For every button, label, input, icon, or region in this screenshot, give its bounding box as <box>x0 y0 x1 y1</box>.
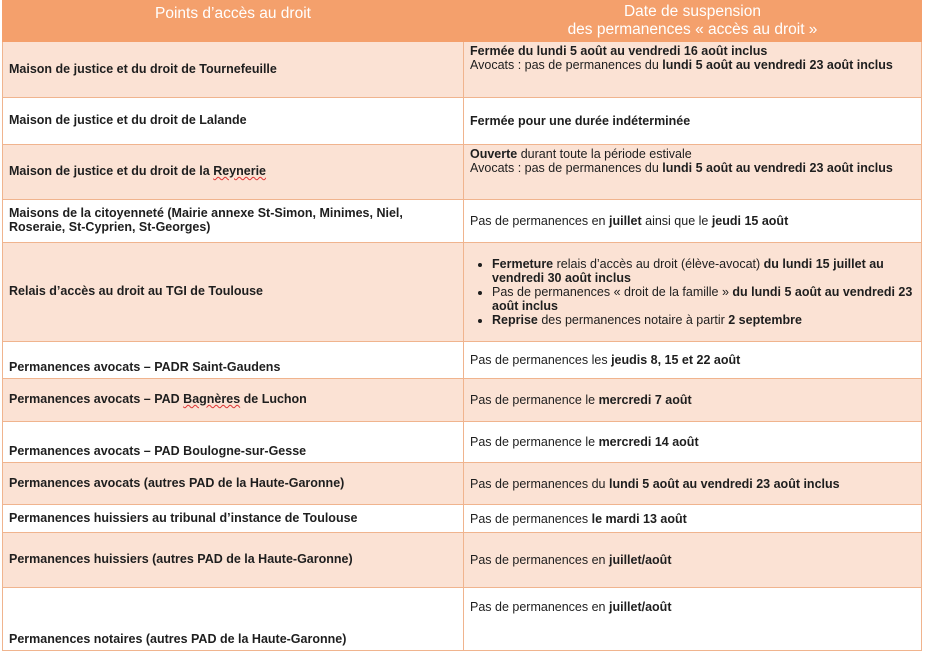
bold-text: juillet/août <box>608 553 672 567</box>
table-row <box>3 463 922 505</box>
suspension-dates <box>464 42 922 98</box>
text: Permanences avocats – PAD <box>9 392 184 406</box>
bold-text: 2 septembre <box>728 313 802 327</box>
suspension-dates <box>464 505 922 533</box>
list-item <box>492 313 915 327</box>
access-point: Relais d’accès au droit au TGI de Toulouse <box>3 243 464 342</box>
suspension-dates <box>464 588 922 651</box>
access-point: Maison de justice et du droit de Tournefeuille <box>3 42 464 98</box>
bold-text: juillet <box>608 214 642 228</box>
access-point: Maison de justice et du droit de Lalande <box>3 98 464 145</box>
suspension-dates <box>464 98 922 145</box>
text: Avocats : pas de permanences du <box>470 161 663 175</box>
access-point: Maisons de la citoyenneté (Mairie annexe St-Simon, Minimes, Niel, Roseraie, St-Cyprien, St-Georges) <box>3 200 464 243</box>
bold-text: Fermée pour une durée indéterminée <box>470 114 691 128</box>
bold-text: Fermeture <box>492 257 554 271</box>
suspension-dates <box>464 533 922 588</box>
text: Pas de permanences en <box>470 553 609 567</box>
header-date-line2: des permanences « accès au droit » <box>567 21 818 38</box>
bold-text: jeudis 8, 15 et 22 août <box>611 353 741 367</box>
table-row <box>3 98 922 145</box>
bold-text: le mardi 13 août <box>591 511 687 526</box>
text: Pas de permanences en <box>470 600 609 614</box>
suspension-list <box>470 257 915 327</box>
suspension-dates <box>464 342 922 379</box>
bold-text: du lundi 15 juillet au vendredi 30 août inclus <box>492 257 884 285</box>
bold-text: lundi 5 août au vendredi 23 août inclus <box>608 476 840 491</box>
bold-text: Reprise <box>492 313 538 327</box>
header-row <box>3 1 922 42</box>
suspension-dates <box>464 243 922 342</box>
bold-text: mercredi 7 août <box>598 393 692 407</box>
text: de Luchon <box>240 392 307 406</box>
table-row <box>3 42 922 98</box>
suspension-dates <box>464 463 922 505</box>
text: Pas de permanences en <box>470 214 609 228</box>
header-date-suspension <box>464 1 922 42</box>
table-row <box>3 379 922 422</box>
text: Avocats : pas de permanences du <box>470 58 663 72</box>
access-point: Permanences huissiers (autres PAD de la Haute-Garonne) <box>3 533 464 588</box>
text: Pas de permanences les <box>470 353 612 367</box>
table-row <box>3 342 922 379</box>
table-row <box>3 533 922 588</box>
text: Bagnères <box>183 392 241 406</box>
list-item <box>492 257 915 285</box>
suspension-line <box>470 161 915 175</box>
bold-text: lundi 5 août au vendredi 23 août inclus <box>662 161 893 175</box>
bold-text: Fermée du lundi 5 août au vendredi 16 août inclus <box>470 44 768 58</box>
access-point <box>3 379 464 422</box>
text: Pas de permanences « droit de la famille » <box>492 285 733 299</box>
table-row <box>3 243 922 342</box>
access-point: Permanences notaires (autres PAD de la Haute-Garonne) <box>3 588 464 651</box>
suspension-line <box>470 44 915 58</box>
text: Pas de permanence le <box>470 435 599 449</box>
text: Pas de permanence le <box>470 393 599 407</box>
table-row <box>3 588 922 651</box>
text: Pas de permanences <box>470 511 592 526</box>
text: Pas de permanences du <box>470 476 609 491</box>
suspension-table <box>2 0 922 651</box>
suspension-line <box>470 58 915 72</box>
access-point: Permanences avocats (autres PAD de la Haute-Garonne) <box>3 463 464 505</box>
text: Maison de justice et du droit de la <box>9 164 214 178</box>
text: des permanences notaire à partir <box>537 313 729 327</box>
table-row <box>3 145 922 200</box>
bold-text: lundi 5 août au vendredi 23 août inclus <box>662 58 893 72</box>
bold-text: jeudi 15 août <box>711 214 789 228</box>
bold-text: juillet/août <box>608 600 672 614</box>
suspension-dates <box>464 422 922 463</box>
list-item <box>492 285 915 313</box>
suspension-line <box>470 147 915 161</box>
text: ainsi que le <box>641 214 712 228</box>
suspension-dates <box>464 145 922 200</box>
bold-text: mercredi 14 août <box>598 435 699 449</box>
table-row <box>3 422 922 463</box>
header-date-line1: Date de suspension <box>623 3 761 20</box>
text: relais d’accès au droit (élève-avocat) <box>553 257 764 271</box>
access-point <box>3 145 464 200</box>
access-point: Permanences avocats – PAD Boulogne-sur-Gesse <box>3 422 464 463</box>
access-point: Permanences avocats – PADR Saint-Gaudens <box>3 342 464 379</box>
bold-text: Ouverte <box>470 147 518 161</box>
text: Reynerie <box>213 164 267 178</box>
suspension-dates <box>464 379 922 422</box>
bold-text: du lundi 5 août au vendredi 23 août inclus <box>492 285 913 313</box>
header-points-acces: Points d’accès au droit <box>3 1 464 42</box>
access-point: Permanences huissiers au tribunal d’instance de Toulouse <box>3 505 464 533</box>
table-row <box>3 200 922 243</box>
table-row <box>3 505 922 533</box>
suspension-dates <box>464 200 922 243</box>
text: durant toute la période estivale <box>517 147 692 161</box>
